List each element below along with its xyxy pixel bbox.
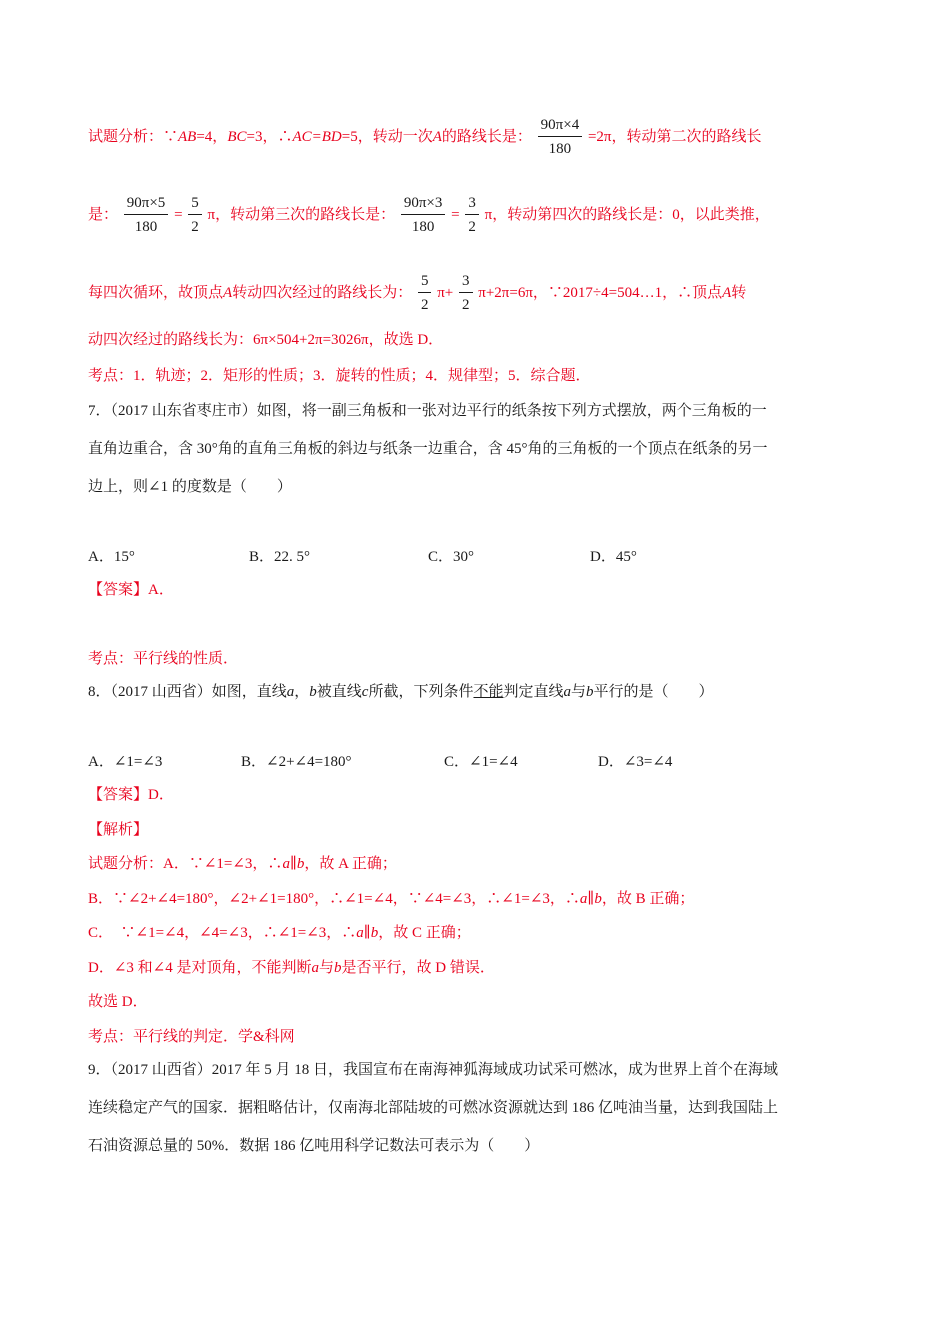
q7-kaodian: 考点：平行线的性质． <box>88 651 239 667</box>
q8-option-b: B．∠2+∠4=180° <box>241 754 352 770</box>
text: 判定直线 <box>503 684 564 700</box>
fraction-4 <box>401 196 446 235</box>
text: 转动四次经过的路线长为： <box>232 284 413 301</box>
q7-option-d: D．45° <box>590 549 637 565</box>
sol6-line-3 <box>88 274 864 313</box>
text: B．∵∠2+∠4=180°，∠2+∠1=180°，∴∠1=∠4，∵∠4=∠3，∴∠1=∠3，∴ <box>88 891 580 907</box>
q8-option-a: A．∠1=∠3 <box>88 754 163 770</box>
var-bc: BC <box>227 128 247 145</box>
text: ，故 B 正确； <box>601 891 695 907</box>
q7-option-c: C．30° <box>428 549 475 565</box>
fraction-3 <box>188 196 202 235</box>
text: =3，∴ <box>246 128 293 145</box>
numerator: 5 <box>418 274 432 293</box>
text: 平行的是（ ） <box>593 684 714 700</box>
sol6-line-4: 动四次经过的路线长为：6π×504+2π=3026π，故选 D． <box>88 332 444 348</box>
numerator: 90π×5 <box>124 196 169 215</box>
q8-solution-2 <box>88 889 864 909</box>
text: 试题分析：A．∵∠1=∠3，∴ <box>88 856 283 872</box>
q7-answer: 【答案】A． <box>88 582 174 598</box>
numerator: 90π×3 <box>401 196 446 215</box>
text: π+2π=6π，∵2017÷4=504…1，∴顶点 <box>478 284 723 301</box>
text: 试题分析：∵ <box>88 128 179 145</box>
text: =4， <box>196 128 228 145</box>
numerator: 90π×4 <box>538 118 583 137</box>
var-a: a <box>311 960 319 976</box>
text: ， <box>294 684 310 700</box>
var-ab: AB <box>178 128 197 145</box>
q7-option-b: B．22. 5° <box>249 549 311 565</box>
var-a: A <box>432 128 442 145</box>
q9-line-3: 石油资源总量的 50%．数据 186 亿吨用科学记数法可表示为（ ） <box>88 1138 540 1154</box>
q7-line-1: 7．（2017 山东省枣庄市）如图，将一副三角板和一张对边平行的纸条按下列方式摆放，两个三角板的一 <box>88 403 767 419</box>
text: 是： <box>88 206 119 223</box>
text: 每四次循环，故顶点 <box>88 284 224 301</box>
var-b: b <box>334 960 342 976</box>
q8-solution-5: 故选 D． <box>88 994 148 1010</box>
var-a: a <box>563 684 572 700</box>
q9-line-2: 连续稳定产气的国家．据粗略估计，仅南海北部陆坡的可燃冰资源就达到 186 亿吨油当量，达到我国陆上 <box>88 1100 779 1116</box>
numerator: 5 <box>188 196 202 215</box>
q7-line-3: 边上，则∠1 的度数是（ ） <box>88 479 292 495</box>
q8-solution-4 <box>88 958 864 978</box>
sol6-kaodian: 考点：1．轨迹；2．矩形的性质；3．旋转的性质；4．规律型；5．综合题． <box>88 368 591 384</box>
q8-solution-3 <box>88 923 864 943</box>
var-ac-bd: AC=BD <box>292 128 342 145</box>
q8-line-1 <box>88 682 864 702</box>
q8-kaodian: 考点：平行线的判定．学&科网 <box>88 1029 295 1045</box>
fraction-7 <box>459 274 473 313</box>
text: 8．（2017 山西省）如图，直线 <box>88 684 287 700</box>
denominator: 2 <box>420 297 429 313</box>
fraction-2 <box>124 196 169 235</box>
denominator: 180 <box>134 219 158 235</box>
text: =5，转动一次 <box>341 128 433 145</box>
text: 与 <box>318 960 334 976</box>
text: π，转动第四次的路线长是：0，以此类推， <box>484 206 770 223</box>
q8-solution-1 <box>88 854 864 874</box>
text: =2π，转动第二次的路线长 <box>587 128 762 145</box>
denominator: 2 <box>191 219 199 235</box>
text: 所截，下列条件 <box>368 684 474 700</box>
text: D．∠3 和∠4 是对顶角，不能判断 <box>88 960 312 976</box>
q8-jiexi: 【解析】 <box>88 822 149 838</box>
var-a: A <box>223 284 233 301</box>
denominator: 2 <box>468 219 476 235</box>
fraction-5 <box>465 196 479 235</box>
underlined-text: 不能 <box>473 684 504 700</box>
text: 被直线 <box>316 684 362 700</box>
q7-option-a: A．15° <box>88 549 135 565</box>
text: ，故 A 正确； <box>304 856 397 872</box>
var-a: a <box>286 684 295 700</box>
numerator: 3 <box>465 196 479 215</box>
var-c: c <box>361 684 369 700</box>
parallel-expr: a∥b <box>282 856 305 872</box>
parallel-expr: a∥b <box>356 925 379 941</box>
q8-answer: 【答案】D． <box>88 787 174 803</box>
text: 转 <box>731 284 747 301</box>
q8-option-c: C．∠1=∠4 <box>444 754 518 770</box>
var-b: b <box>586 684 594 700</box>
text: = <box>451 206 460 223</box>
sol6-line-2 <box>88 196 864 235</box>
text: C． ∵∠1=∠4，∠4=∠3，∴∠1=∠3，∴ <box>88 925 357 941</box>
var-a: A <box>722 284 732 301</box>
text: 是否平行，故 D 错误． <box>341 960 495 976</box>
denominator: 180 <box>548 141 572 157</box>
denominator: 2 <box>462 297 470 313</box>
text: 的路线长是： <box>441 128 532 145</box>
q8-option-d: D．∠3=∠4 <box>598 754 673 770</box>
denominator: 180 <box>411 219 435 235</box>
text: ，故 C 正确； <box>378 925 471 941</box>
fraction-6 <box>418 274 432 313</box>
text: 与 <box>571 684 587 700</box>
text: = <box>174 206 183 223</box>
numerator: 3 <box>459 274 473 293</box>
text: π，转动第三次的路线长是： <box>207 206 396 223</box>
q7-line-2: 直角边重合，含 30°角的直角三角板的斜边与纸条一边重合，含 45°角的三角板的一个顶点在纸条的另一 <box>88 441 768 457</box>
parallel-expr: a∥b <box>579 891 602 907</box>
var-b: b <box>309 684 317 700</box>
text: π+ <box>437 284 454 301</box>
fraction-1 <box>538 118 583 157</box>
q9-line-1: 9．（2017 山西省）2017 年 5 月 18 日，我国宣布在南海神狐海域成功试采可燃冰，成为世界上首个在海域 <box>88 1062 779 1078</box>
sol6-line-1 <box>88 118 864 157</box>
